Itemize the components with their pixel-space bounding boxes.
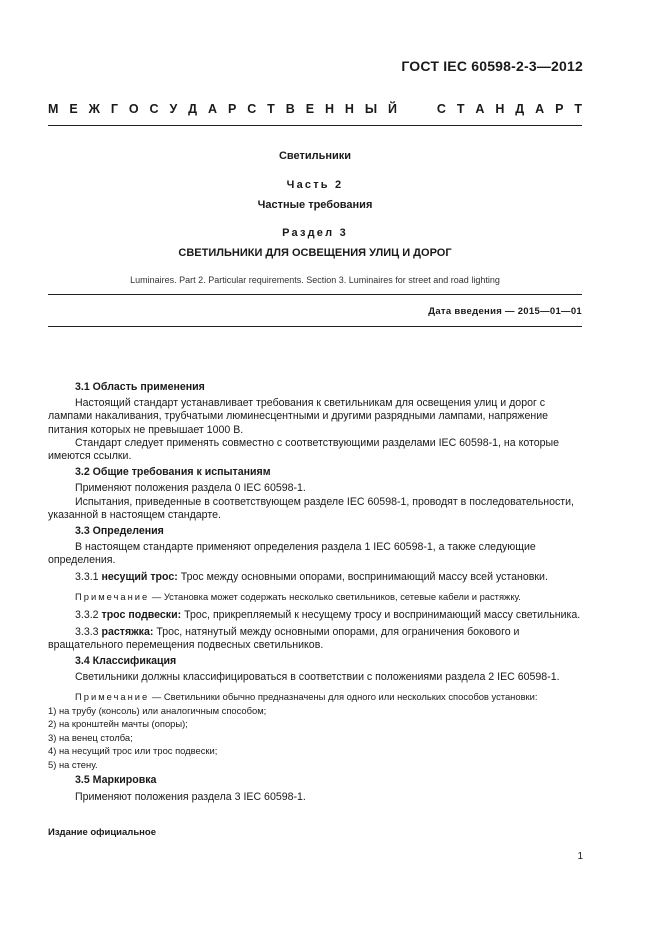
banner-letter: У (169, 102, 178, 116)
definition-number: 3.3.3 (75, 625, 102, 638)
definition-3-3-3 (48, 626, 582, 652)
title-divider (48, 294, 582, 295)
definition-3-3-1 (48, 571, 582, 584)
section-3-3-heading: 3.3 Определения (75, 525, 164, 538)
header-divider (48, 125, 582, 126)
section-3-1-heading: 3.1 Область применения (75, 381, 205, 393)
banner-letter: Р (555, 102, 564, 116)
definition-number: 3.3.2 (75, 609, 102, 622)
definition-term: несущий трос: (101, 570, 178, 583)
section-3-3-para-1: В настоящем стандарте применяют определения раздела 1 IEC 60598-1, а также следующие определения. (48, 541, 536, 567)
banner-letter: А (475, 102, 485, 116)
banner-letter: С (247, 102, 257, 116)
note-1 (48, 590, 582, 604)
section-3-2-para-1: Применяют положения раздела 0 IEC 60598-1. (75, 482, 306, 495)
definition-term: трос подвески: (101, 609, 182, 622)
section-3-1-para-2: Стандарт следует применять совместно с соответствующими разделами IEC 60598-1, на которые имеются ссылки. (48, 436, 560, 463)
banner-letter: Е (305, 102, 315, 116)
section-3-5-para-1: Применяют положения раздела 3 IEC 60598-1. (75, 790, 306, 803)
definition-3-3-2 (48, 609, 582, 622)
banner-letter: М (48, 102, 59, 116)
date-divider (48, 326, 582, 327)
section-3-5-heading: 3.5 Маркировка (75, 774, 157, 787)
definition-text: Трос, натянутый между основными опорами, для ограничения бокового и вращательного перемещения подвесных светильников. (48, 625, 520, 651)
banner-letter: Р (227, 102, 237, 116)
title-part: Часть 2 (286, 179, 344, 191)
title-particular: Частные требования (257, 199, 373, 211)
banner-gap (408, 102, 426, 116)
banner-letter: Е (69, 102, 78, 116)
document-code: ГОСТ IEC 60598-2-3—2012 (401, 58, 583, 74)
section-3-2-heading: 3.2 Общие требования к испытаниям (75, 466, 271, 479)
note-text: — Светильники обычно предназначены для одного или нескольких способов установки: (149, 691, 538, 703)
definition-text: Трос между основными опорами, воспринимающий массу всей установки. (177, 570, 548, 583)
banner-letter: Й (388, 102, 398, 116)
page-number: 1 (577, 851, 583, 862)
note-2 (48, 690, 582, 704)
banner-letter: О (128, 102, 139, 116)
section-3-4-para-1: Светильники должны классифицироваться в соответствии с положениями раздела 2 IEC 60598-1. (75, 671, 560, 684)
interstate-standard-banner (48, 102, 582, 116)
note-text: — Установка может содержать несколько светильников, сетевые кабели и растяжку. (149, 590, 521, 602)
note-list-item: 1) на трубу (консоль) или аналогичным способом; (48, 704, 267, 716)
title-english: Luminaires. Part 2. Particular requirements. Section 3. Luminaires for street and road lighting (130, 275, 500, 285)
note-label: Примечание (75, 691, 150, 703)
definition-term: растяжка: (101, 625, 154, 638)
definition-text: Трос, прикрепляемый к несущему тросу и воспринимающий массу светильника. (181, 609, 581, 622)
banner-letter: А (208, 102, 218, 116)
section-3-1-para-1: Настоящий стандарт устанавливает требования к светильникам для освещения улиц и дорог с лампами накаливания, трубчатыми люминесцентными и другими разрядными лампами, напряжение питания которых не превышает 1000 В. (48, 397, 549, 436)
banner-letter: С (149, 102, 159, 116)
note-list-item: 5) на стену. (48, 758, 98, 770)
banner-letter: Д (515, 102, 525, 116)
note-list-item: 2) на кронштейн мачты (опоры); (48, 718, 188, 730)
banner-letter: Н (344, 102, 354, 116)
banner-letter: С (436, 102, 446, 116)
banner-letter: В (285, 102, 295, 116)
introduction-date: Дата введения — 2015—01—01 (428, 306, 582, 317)
note-label: Примечание (75, 590, 150, 602)
banner-letter: Н (324, 102, 334, 116)
main-body (48, 381, 582, 804)
note-list-item: 4) на несущий трос или трос подвески; (48, 745, 218, 757)
title-section-name: СВЕТИЛЬНИКИ ДЛЯ ОСВЕЩЕНИЯ УЛИЦ И ДОРОГ (178, 247, 452, 259)
title-luminaires: Светильники (278, 150, 352, 162)
banner-letter: Ы (364, 102, 378, 116)
note-list-item: 3) на венец столба; (48, 731, 133, 743)
banner-letter: А (535, 102, 545, 116)
official-edition: Издание официальное (48, 827, 156, 838)
banner-letter: Н (495, 102, 505, 116)
title-section: Раздел 3 (282, 227, 348, 239)
banner-letter: Д (188, 102, 198, 116)
definition-number: 3.3.1 (75, 570, 102, 583)
banner-letter: Ж (88, 102, 100, 116)
section-3-4-heading: 3.4 Классификация (75, 654, 177, 667)
banner-letter: Т (456, 102, 465, 116)
note-2-list (48, 704, 582, 772)
banner-letter: Т (267, 102, 275, 116)
section-3-2-para-2: Испытания, приведенные в соответствующем разделе IEC 60598-1, проводят в последовательности, указанной в настоящем стандарте. (48, 495, 574, 521)
banner-letter: Г (110, 102, 118, 116)
banner-letter: Т (574, 102, 582, 116)
